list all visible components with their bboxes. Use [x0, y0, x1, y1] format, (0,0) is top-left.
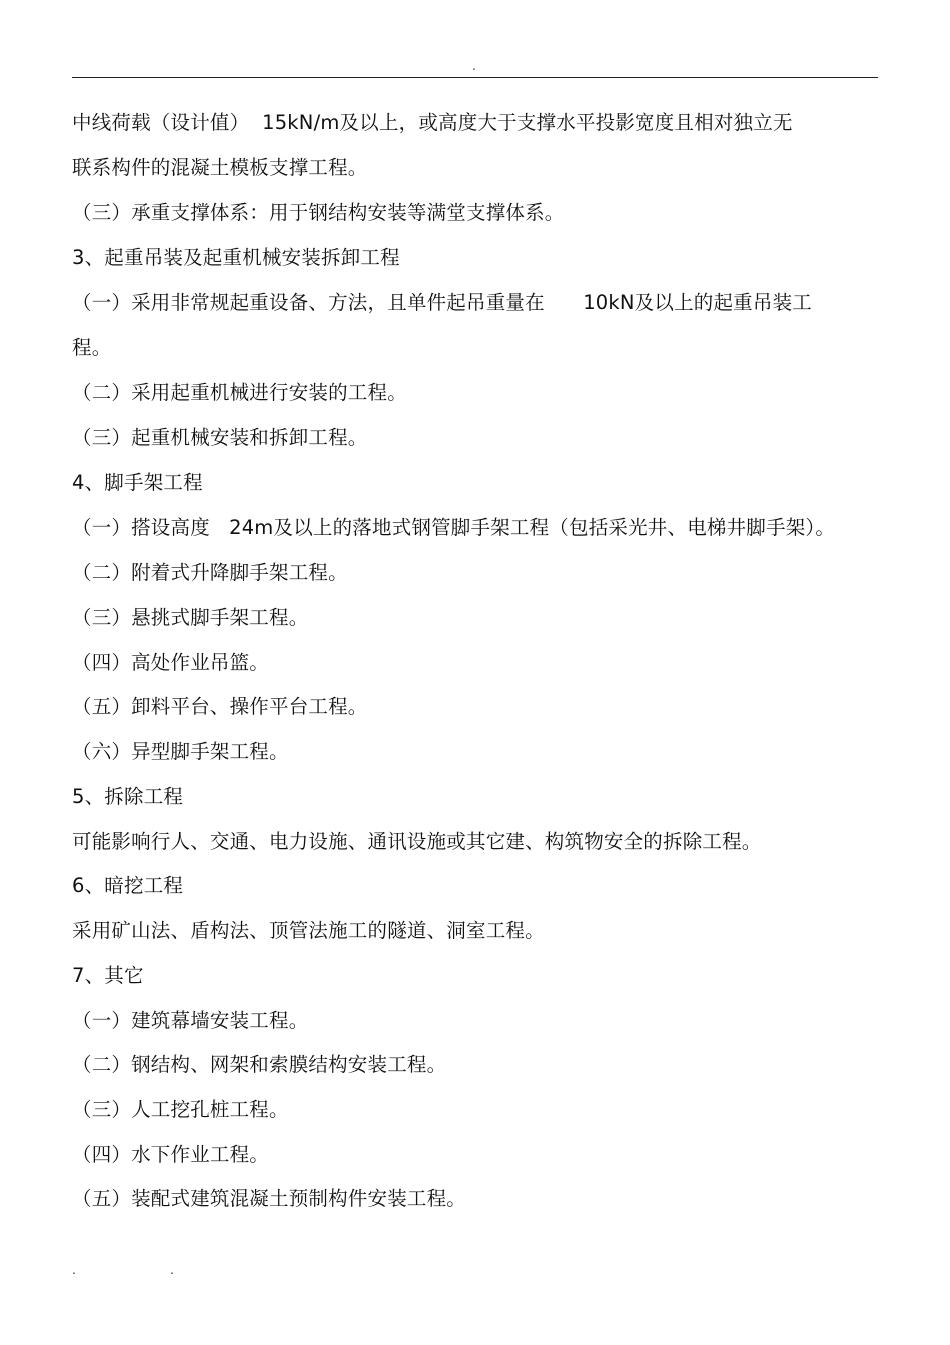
text-line: 程。 — [72, 336, 112, 359]
text-line: （一）搭设高度 24m及以上的落地式钢管脚手架工程（包括采光井、电梯井脚手架）。 — [72, 516, 836, 539]
text-line: 中线荷载（设计值） 15kN/m及以上，或高度大于支撑水平投影宽度且相对独立无 — [72, 111, 793, 134]
text-line: （二）采用起重机械进行安装的工程。 — [72, 381, 407, 404]
text-line: （一）采用非常规起重设备、方法，且单件起吊重量在 10kN及以上的起重吊装工 — [72, 291, 812, 314]
section-heading: 4、脚手架工程 — [72, 471, 203, 494]
section-heading: 7、其它 — [72, 964, 144, 987]
text-line: 联系构件的混凝土模板支撑工程。 — [72, 156, 368, 179]
text-line: （四）高处作业吊篮。 — [72, 651, 270, 674]
text-line: （三）起重机械安装和拆卸工程。 — [72, 426, 368, 449]
text-line: （五）卸料平台、操作平台工程。 — [72, 695, 368, 718]
section-heading: 3、起重吊装及起重机械安装拆卸工程 — [72, 246, 400, 269]
text-line: （一）建筑幕墙安装工程。 — [72, 1009, 309, 1032]
footer-dot-right: . — [170, 1263, 174, 1277]
header-rule — [72, 77, 878, 78]
footer-dot-left: . — [72, 1263, 76, 1277]
section-heading: 6、暗挖工程 — [72, 874, 184, 897]
text-line: 可能影响行人、交通、电力设施、通讯设施或其它建、构筑物安全的拆除工程。 — [72, 830, 762, 853]
text-line: （三）悬挑式脚手架工程。 — [72, 606, 309, 629]
header-dot: . — [472, 59, 476, 73]
text-line: （六）异型脚手架工程。 — [72, 740, 289, 763]
text-line: （二）附着式升降脚手架工程。 — [72, 561, 348, 584]
text-line: （二）钢结构、网架和索膜结构安装工程。 — [72, 1053, 447, 1076]
text-line: 采用矿山法、盾构法、顶管法施工的隧道、洞室工程。 — [72, 919, 545, 942]
text-line: （四）水下作业工程。 — [72, 1143, 270, 1166]
text-line: （三）承重支撑体系：用于钢结构安装等满堂支撑体系。 — [72, 201, 565, 224]
text-line: （五）装配式建筑混凝土预制构件安装工程。 — [72, 1187, 467, 1210]
section-heading: 5、拆除工程 — [72, 785, 184, 808]
text-line: （三）人工挖孔桩工程。 — [72, 1098, 289, 1121]
